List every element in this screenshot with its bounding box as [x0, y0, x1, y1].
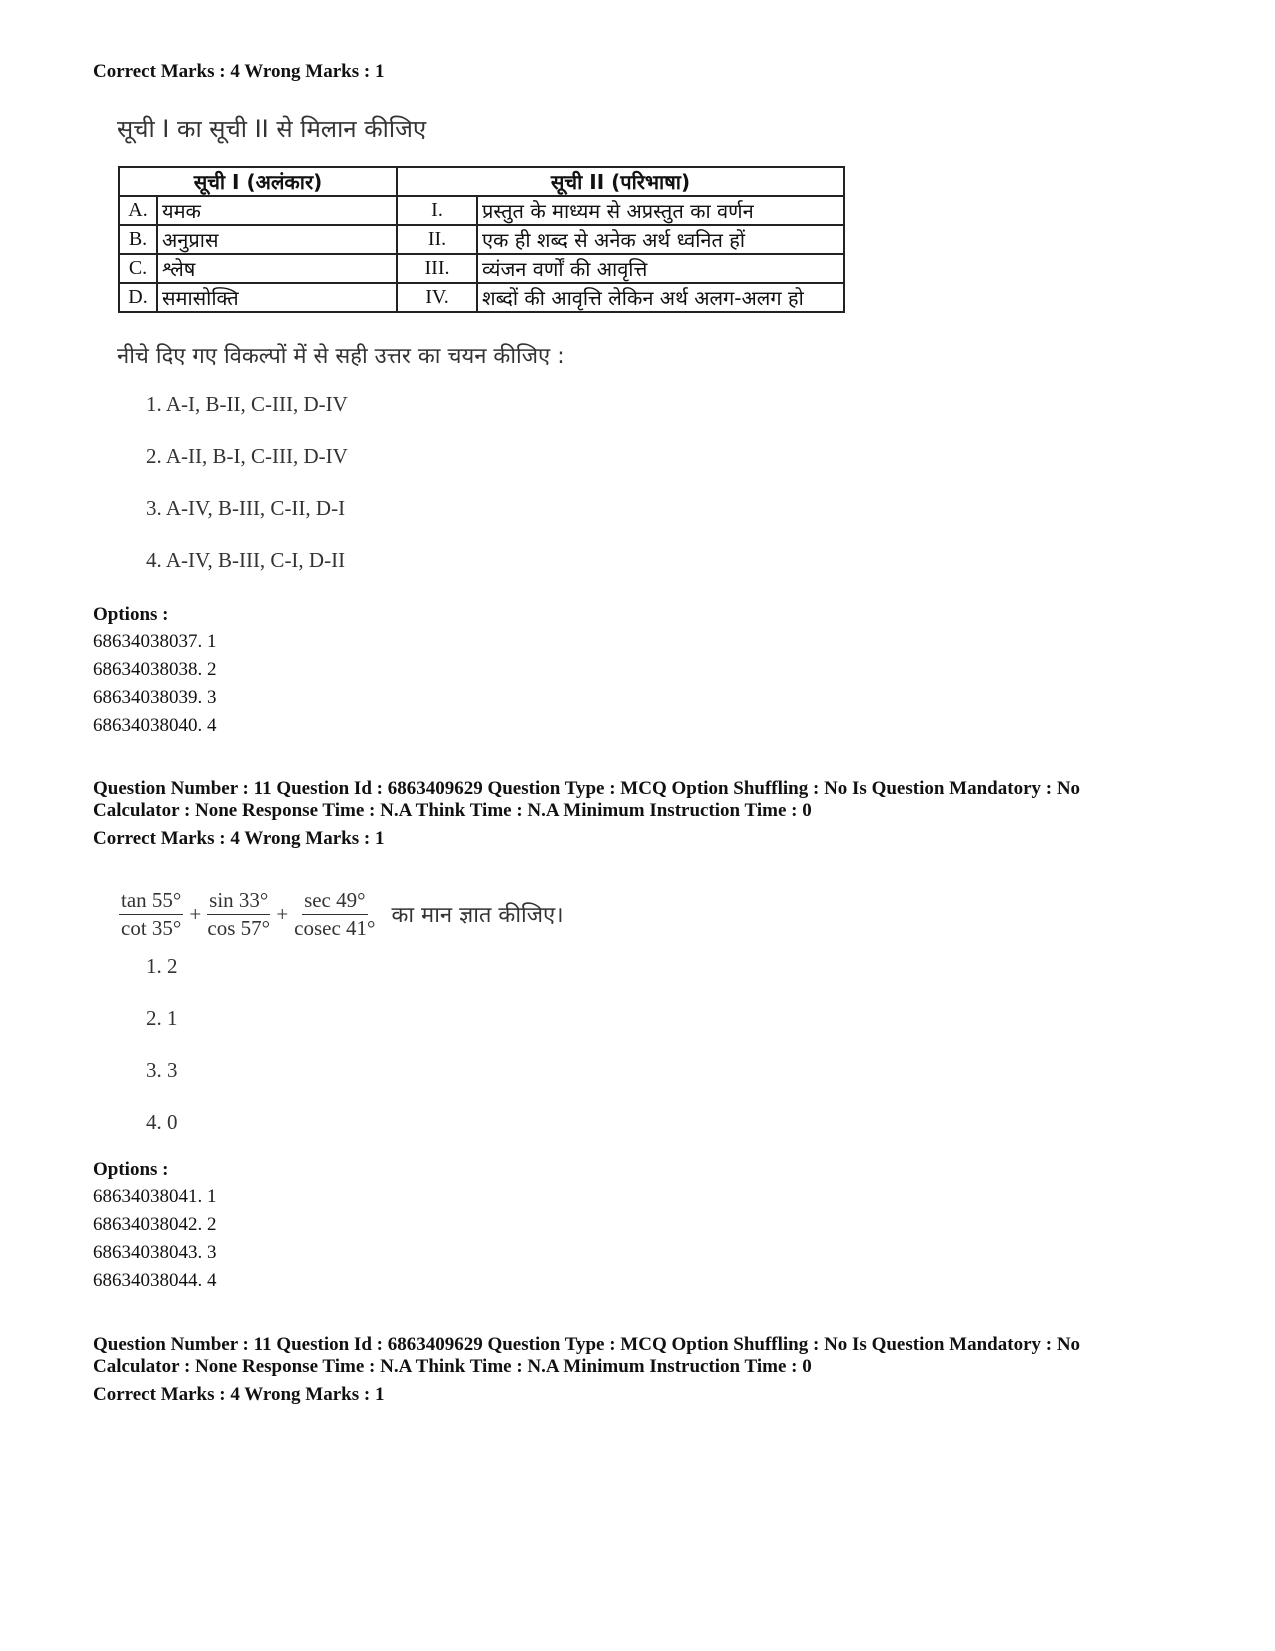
fraction-numerator: sec 49°	[302, 887, 367, 915]
row-letter: D.	[119, 283, 157, 312]
list-two-header: सूची II (परिभाषा)	[397, 167, 844, 196]
row-definition: एक ही शब्द से अनेक अर्थ ध्वनित हों	[477, 225, 844, 254]
correct-wrong-marks: Correct Marks : 4 Wrong Marks : 1	[93, 828, 385, 849]
question-title: सूची I का सूची II से मिलान कीजिए	[117, 115, 427, 143]
question-meta-line-1: Question Number : 11 Question Id : 6863409629 Question Type : MCQ Option Shuffling : No Is Question Mandatory : No	[93, 1334, 1081, 1355]
question-meta-line-2: Calculator : None Response Time : N.A Think Time : N.A Minimum Instruction Time : 0	[93, 1356, 812, 1377]
fraction-numerator: tan 55°	[119, 887, 183, 915]
choice-2: 2. 1	[146, 1006, 178, 1030]
trig-expression	[117, 884, 564, 944]
choice-3: 3. 3	[146, 1058, 178, 1082]
option-id-row: 68634038041. 1	[93, 1186, 217, 1207]
table-row	[119, 225, 844, 254]
option-id-row: 68634038043. 3	[93, 1242, 217, 1263]
table-row	[119, 254, 844, 283]
options-label: Options :	[93, 604, 169, 625]
expression-instruction: का मान ज्ञात कीजिए।	[391, 903, 564, 928]
table-row	[119, 196, 844, 225]
option-id-row: 68634038040. 4	[93, 715, 217, 736]
choice-1: 1. 2	[146, 954, 178, 978]
row-definition: शब्दों की आवृत्ति लेकिन अर्थ अलग-अलग हो	[477, 283, 844, 312]
choice-3: 3. A-IV, B-III, C-II, D-I	[146, 496, 346, 520]
option-id-row: 68634038044. 4	[93, 1270, 217, 1291]
fraction-sin-cos	[207, 887, 270, 942]
row-term: यमक	[157, 196, 397, 225]
row-term: समासोक्ति	[157, 283, 397, 312]
choice-4: 4. A-IV, B-III, C-I, D-II	[146, 548, 346, 572]
options-list	[93, 1183, 217, 1295]
option-id-row: 68634038039. 3	[93, 687, 217, 708]
fraction-denominator: cos 57°	[207, 915, 271, 940]
options-list	[93, 628, 217, 740]
question-meta-line-2: Calculator : None Response Time : N.A Think Time : N.A Minimum Instruction Time : 0	[93, 800, 812, 821]
table-row	[119, 283, 844, 312]
row-roman: IV.	[397, 283, 477, 312]
row-term: अनुप्रास	[157, 225, 397, 254]
list-one-header: सूची I (अलंकार)	[119, 167, 397, 196]
question-meta-line-1: Question Number : 11 Question Id : 6863409629 Question Type : MCQ Option Shuffling : No Is Question Mandatory : No	[93, 778, 1081, 799]
correct-wrong-marks: Correct Marks : 4 Wrong Marks : 1	[93, 1384, 385, 1405]
table-header-row	[119, 167, 844, 196]
choice-2: 2. A-II, B-I, C-III, D-IV	[146, 444, 348, 468]
option-id-row: 68634038038. 2	[93, 659, 217, 680]
choice-1: 1. A-I, B-II, C-III, D-IV	[146, 392, 348, 416]
fraction-sec-cosec	[294, 887, 375, 942]
option-id-row: 68634038037. 1	[93, 631, 217, 652]
match-table	[118, 166, 845, 313]
row-letter: B.	[119, 225, 157, 254]
row-term: श्लेष	[157, 254, 397, 283]
fraction-denominator: cosec 41°	[294, 915, 376, 940]
row-roman: III.	[397, 254, 477, 283]
fraction-tan-cot	[119, 887, 183, 942]
row-letter: A.	[119, 196, 157, 225]
row-letter: C.	[119, 254, 157, 283]
fraction-denominator: cot 35°	[121, 915, 182, 940]
options-label: Options :	[93, 1159, 169, 1180]
question-instruction: नीचे दिए गए विकल्पों में से सही उत्तर का चयन कीजिए :	[117, 344, 565, 369]
option-id-row: 68634038042. 2	[93, 1214, 217, 1235]
fraction-numerator: sin 33°	[207, 887, 270, 915]
row-roman: I.	[397, 196, 477, 225]
row-definition: प्रस्तुत के माध्यम से अप्रस्तुत का वर्णन	[477, 196, 844, 225]
correct-wrong-marks: Correct Marks : 4 Wrong Marks : 1	[93, 61, 385, 82]
choice-4: 4. 0	[146, 1110, 178, 1134]
row-definition: व्यंजन वर्णों की आवृत्ति	[477, 254, 844, 283]
plus-sign: +	[189, 901, 202, 926]
row-roman: II.	[397, 225, 477, 254]
plus-sign: +	[276, 901, 289, 926]
